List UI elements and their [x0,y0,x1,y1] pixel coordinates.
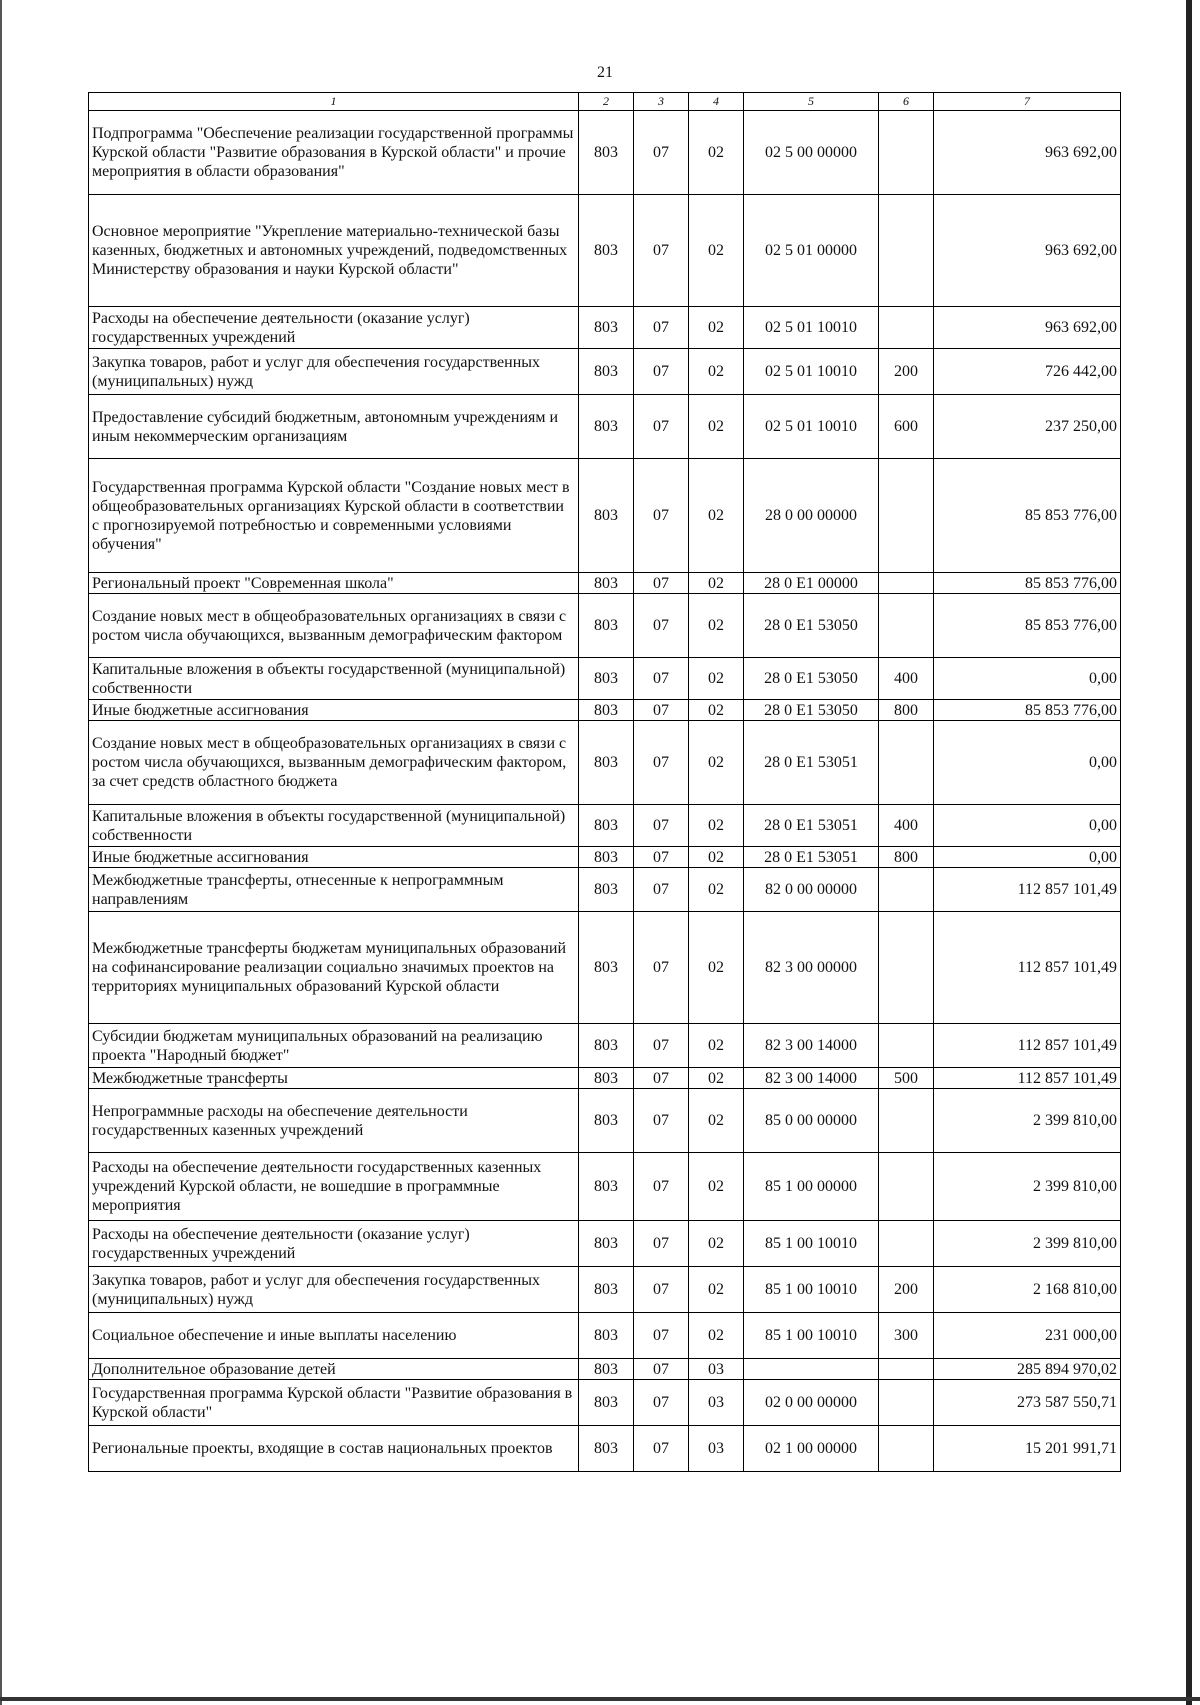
row-target-article: 28 0 E1 53050 [744,658,879,700]
row-section-code: 07 [634,1426,689,1472]
row-amount: 85 853 776,00 [934,700,1121,721]
row-target-article: 85 0 00 00000 [744,1089,879,1153]
row-amount: 15 201 991,71 [934,1426,1121,1472]
row-subsection-code: 03 [689,1380,744,1426]
row-subsection-code: 02 [689,307,744,349]
row-subsection-code: 02 [689,395,744,459]
row-target-article: 02 5 00 00000 [744,111,879,195]
row-name: Иные бюджетные ассигнования [89,700,579,721]
row-target-article: 28 0 E1 53051 [744,847,879,868]
row-expense-type: 500 [879,1068,934,1089]
table-row [89,805,1121,847]
row-target-article [744,1359,879,1380]
row-section-code: 07 [634,459,689,573]
row-expense-type: 800 [879,847,934,868]
row-target-article: 28 0 E1 53051 [744,721,879,805]
row-expense-type [879,1089,934,1153]
row-name: Непрограммные расходы на обеспечение деятельности государственных казенных учреждений [89,1089,579,1153]
row-subsection-code: 02 [689,868,744,912]
row-target-article: 02 5 01 10010 [744,307,879,349]
column-number: 2 [579,93,634,111]
row-expense-type [879,307,934,349]
table-row [89,1267,1121,1313]
row-chapter-code: 803 [579,1153,634,1221]
row-section-code: 07 [634,868,689,912]
table-row [89,1153,1121,1221]
row-expense-type [879,868,934,912]
row-target-article: 28 0 E1 00000 [744,573,879,594]
row-amount: 231 000,00 [934,1313,1121,1359]
row-chapter-code: 803 [579,700,634,721]
row-amount: 273 587 550,71 [934,1380,1121,1426]
row-target-article: 28 0 E1 53050 [744,700,879,721]
row-chapter-code: 803 [579,805,634,847]
budget-table [88,92,1121,1472]
row-name: Расходы на обеспечение деятельности (оказание услуг) государственных учреждений [89,307,579,349]
row-subsection-code: 03 [689,1359,744,1380]
table-row [89,912,1121,1024]
row-amount: 963 692,00 [934,307,1121,349]
scan-edge-left [0,0,2,1705]
column-number: 5 [744,93,879,111]
row-expense-type [879,459,934,573]
row-target-article: 82 3 00 14000 [744,1024,879,1068]
row-chapter-code: 803 [579,1024,634,1068]
row-name: Социальное обеспечение и иные выплаты населению [89,1313,579,1359]
table-row [89,1380,1121,1426]
row-name: Закупка товаров, работ и услуг для обеспечения государственных (муниципальных) нужд [89,1267,579,1313]
row-chapter-code: 803 [579,1267,634,1313]
row-chapter-code: 803 [579,847,634,868]
row-expense-type [879,111,934,195]
row-section-code: 07 [634,195,689,307]
row-subsection-code: 02 [689,912,744,1024]
row-target-article: 28 0 E1 53050 [744,594,879,658]
row-subsection-code: 02 [689,1068,744,1089]
row-amount: 0,00 [934,847,1121,868]
row-subsection-code: 02 [689,1267,744,1313]
table-row [89,111,1121,195]
row-target-article: 82 3 00 14000 [744,1068,879,1089]
row-amount: 112 857 101,49 [934,912,1121,1024]
row-name: Государственная программа Курской области "Развитие образования в Курской области" [89,1380,579,1426]
row-section-code: 07 [634,700,689,721]
row-subsection-code: 02 [689,805,744,847]
row-name: Региональные проекты, входящие в состав национальных проектов [89,1426,579,1472]
row-name: Капитальные вложения в объекты государственной (муниципальной) собственности [89,805,579,847]
row-name: Иные бюджетные ассигнования [89,847,579,868]
row-expense-type: 300 [879,1313,934,1359]
row-name: Субсидии бюджетам муниципальных образований на реализацию проекта "Народный бюджет" [89,1024,579,1068]
table-row [89,395,1121,459]
row-chapter-code: 803 [579,1359,634,1380]
row-expense-type [879,1380,934,1426]
table-row [89,1024,1121,1068]
row-target-article: 85 1 00 00000 [744,1153,879,1221]
row-expense-type [879,1024,934,1068]
row-target-article: 28 0 00 00000 [744,459,879,573]
row-name: Государственная программа Курской области "Создание новых мест в общеобразовательных организациях Курской области в соответствии с прогнозируемой потребностью и современными условиями обучения" [89,459,579,573]
table-row [89,1068,1121,1089]
row-name: Предоставление субсидий бюджетным, автономным учреждениям и иным некоммерческим организациям [89,395,579,459]
table-row [89,1221,1121,1267]
table-row [89,700,1121,721]
row-chapter-code: 803 [579,395,634,459]
table-row [89,195,1121,307]
table-row [89,307,1121,349]
row-section-code: 07 [634,658,689,700]
row-section-code: 07 [634,1380,689,1426]
row-target-article: 28 0 E1 53051 [744,805,879,847]
row-expense-type: 600 [879,395,934,459]
column-number: 1 [89,93,579,111]
row-target-article: 02 5 01 10010 [744,349,879,395]
row-amount: 963 692,00 [934,111,1121,195]
table-row [89,1426,1121,1472]
row-subsection-code: 02 [689,349,744,395]
table-row [89,847,1121,868]
row-name: Расходы на обеспечение деятельности (оказание услуг) государственных учреждений [89,1221,579,1267]
row-section-code: 07 [634,1267,689,1313]
row-name: Расходы на обеспечение деятельности государственных казенных учреждений Курской области, не вошедшие в программные мероприятия [89,1153,579,1221]
row-subsection-code: 02 [689,721,744,805]
table-row [89,594,1121,658]
row-expense-type: 400 [879,658,934,700]
row-section-code: 07 [634,1313,689,1359]
table-row [89,868,1121,912]
row-expense-type [879,721,934,805]
row-subsection-code: 02 [689,573,744,594]
column-number-row [89,93,1121,111]
column-number: 6 [879,93,934,111]
table-row [89,721,1121,805]
row-amount: 0,00 [934,658,1121,700]
table-row [89,459,1121,573]
row-target-article: 02 5 01 00000 [744,195,879,307]
row-subsection-code: 02 [689,1313,744,1359]
row-target-article: 85 1 00 10010 [744,1221,879,1267]
row-expense-type: 400 [879,805,934,847]
row-amount: 85 853 776,00 [934,573,1121,594]
row-chapter-code: 803 [579,868,634,912]
row-chapter-code: 803 [579,1313,634,1359]
row-chapter-code: 803 [579,912,634,1024]
row-target-article: 85 1 00 10010 [744,1267,879,1313]
row-chapter-code: 803 [579,1380,634,1426]
row-subsection-code: 02 [689,1221,744,1267]
row-amount: 0,00 [934,721,1121,805]
row-section-code: 07 [634,573,689,594]
row-target-article: 82 0 00 00000 [744,868,879,912]
row-subsection-code: 02 [689,594,744,658]
row-name: Создание новых мест в общеобразовательных организациях в связи с ростом числа обучающихся, вызванным демографическим фактором [89,594,579,658]
table-row [89,1313,1121,1359]
row-target-article: 02 5 01 10010 [744,395,879,459]
row-target-article: 02 0 00 00000 [744,1380,879,1426]
table-row [89,1089,1121,1153]
row-amount: 85 853 776,00 [934,459,1121,573]
row-target-article: 85 1 00 10010 [744,1313,879,1359]
row-name: Межбюджетные трансферты, отнесенные к непрограммным направлениям [89,868,579,912]
row-target-article: 02 1 00 00000 [744,1426,879,1472]
row-section-code: 07 [634,1068,689,1089]
row-chapter-code: 803 [579,307,634,349]
row-section-code: 07 [634,1153,689,1221]
row-amount: 2 399 810,00 [934,1089,1121,1153]
column-number: 7 [934,93,1121,111]
row-amount: 85 853 776,00 [934,594,1121,658]
row-chapter-code: 803 [579,111,634,195]
row-name: Капитальные вложения в объекты государственной (муниципальной) собственности [89,658,579,700]
row-amount: 112 857 101,49 [934,868,1121,912]
row-section-code: 07 [634,307,689,349]
row-name: Дополнительное образование детей [89,1359,579,1380]
row-name: Межбюджетные трансферты [89,1068,579,1089]
row-amount: 963 692,00 [934,195,1121,307]
row-name: Создание новых мест в общеобразовательных организациях в связи с ростом числа обучающихся, вызванным демографическим фактором, за счет средств областного бюджета [89,721,579,805]
scan-edge-bottom [0,1697,1200,1701]
row-section-code: 07 [634,805,689,847]
row-expense-type [879,1221,934,1267]
row-subsection-code: 02 [689,459,744,573]
row-chapter-code: 803 [579,1426,634,1472]
row-expense-type [879,1426,934,1472]
row-section-code: 07 [634,721,689,805]
row-name: Закупка товаров, работ и услуг для обеспечения государственных (муниципальных) нужд [89,349,579,395]
row-subsection-code: 02 [689,847,744,868]
table-row [89,1359,1121,1380]
row-section-code: 07 [634,847,689,868]
row-amount: 0,00 [934,805,1121,847]
table-row [89,349,1121,395]
row-amount: 112 857 101,49 [934,1024,1121,1068]
column-number: 3 [634,93,689,111]
row-subsection-code: 02 [689,1024,744,1068]
row-amount: 2 399 810,00 [934,1221,1121,1267]
table-row [89,573,1121,594]
scan-edge-right [1186,0,1192,1705]
row-chapter-code: 803 [579,1068,634,1089]
table-row [89,658,1121,700]
row-expense-type [879,573,934,594]
row-expense-type: 200 [879,349,934,395]
row-expense-type: 200 [879,1267,934,1313]
row-subsection-code: 02 [689,658,744,700]
row-amount: 2 399 810,00 [934,1153,1121,1221]
row-chapter-code: 803 [579,658,634,700]
row-expense-type: 800 [879,700,934,721]
row-section-code: 07 [634,1024,689,1068]
row-amount: 285 894 970,02 [934,1359,1121,1380]
row-amount: 112 857 101,49 [934,1068,1121,1089]
row-section-code: 07 [634,111,689,195]
row-chapter-code: 803 [579,573,634,594]
row-section-code: 07 [634,1359,689,1380]
row-target-article: 82 3 00 00000 [744,912,879,1024]
row-section-code: 07 [634,395,689,459]
row-subsection-code: 02 [689,700,744,721]
column-number: 4 [689,93,744,111]
row-name: Межбюджетные трансферты бюджетам муниципальных образований на софинансирование реализации социально значимых проектов на территориях муниципальных образований Курской области [89,912,579,1024]
row-subsection-code: 02 [689,1089,744,1153]
row-chapter-code: 803 [579,459,634,573]
row-section-code: 07 [634,349,689,395]
row-expense-type [879,1359,934,1380]
row-subsection-code: 02 [689,195,744,307]
row-chapter-code: 803 [579,1089,634,1153]
row-section-code: 07 [634,594,689,658]
row-amount: 726 442,00 [934,349,1121,395]
row-chapter-code: 803 [579,1221,634,1267]
row-subsection-code: 02 [689,111,744,195]
row-amount: 2 168 810,00 [934,1267,1121,1313]
row-expense-type [879,195,934,307]
row-amount: 237 250,00 [934,395,1121,459]
row-expense-type [879,594,934,658]
row-chapter-code: 803 [579,594,634,658]
row-section-code: 07 [634,1089,689,1153]
row-expense-type [879,1153,934,1221]
page-number: 21 [597,64,613,81]
row-chapter-code: 803 [579,195,634,307]
row-name: Региональный проект "Современная школа" [89,573,579,594]
row-name: Основное мероприятие "Укрепление материально-технической базы казенных, бюджетных и автономных учреждений, подведомственных Министерству образования и науки Курской области" [89,195,579,307]
row-section-code: 07 [634,912,689,1024]
row-subsection-code: 02 [689,1153,744,1221]
row-name: Подпрограмма "Обеспечение реализации государственной программы Курской области "Развитие образования в Курской области" и прочие мероприятия в области образования" [89,111,579,195]
row-subsection-code: 03 [689,1426,744,1472]
row-chapter-code: 803 [579,349,634,395]
row-expense-type [879,912,934,1024]
row-chapter-code: 803 [579,721,634,805]
row-section-code: 07 [634,1221,689,1267]
